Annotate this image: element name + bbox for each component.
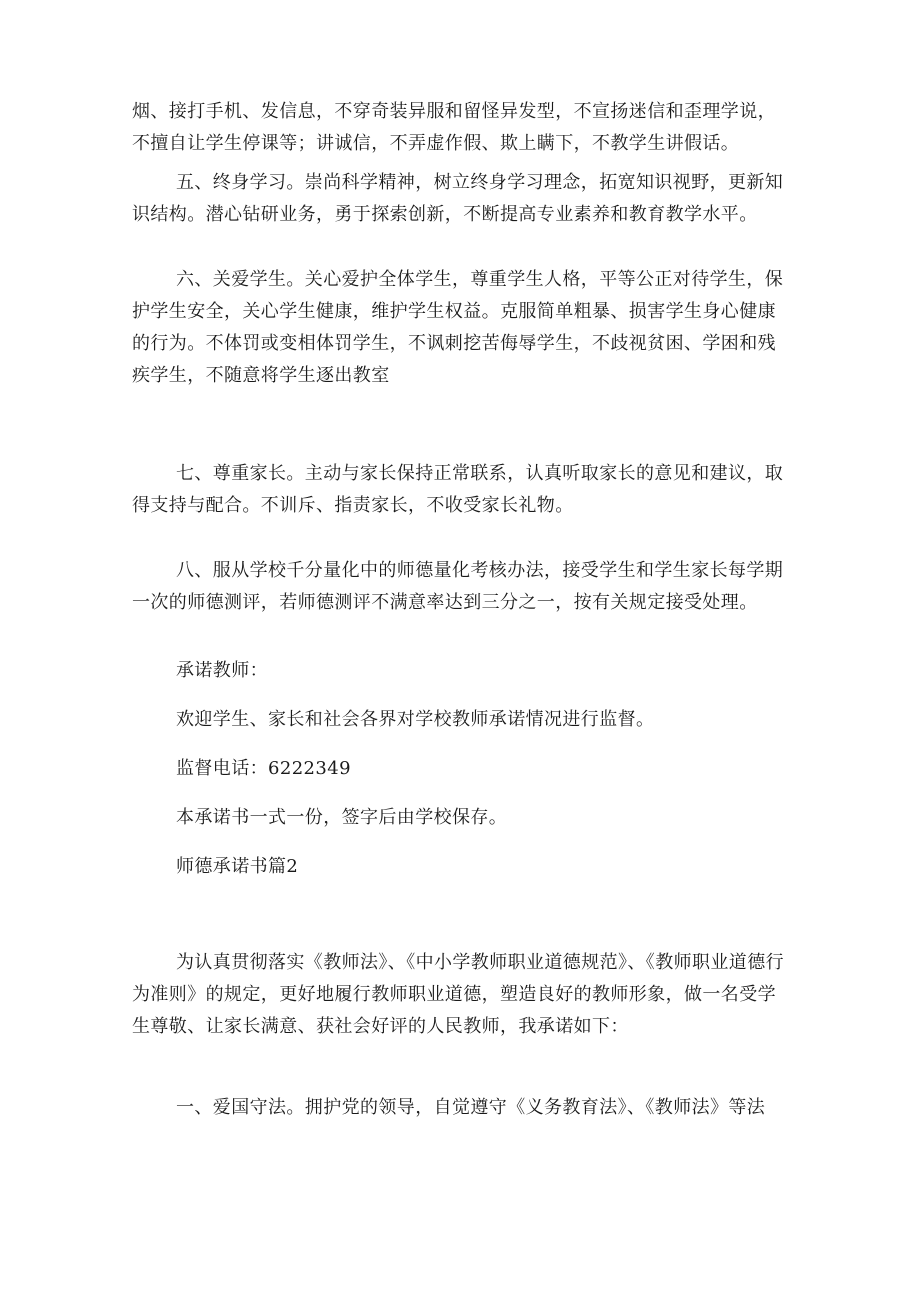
section-title: 师德承诺书篇2 [176, 856, 299, 877]
paragraph-care-for-students: 六、关爱学生。关心爱护全体学生，尊重学生人格，平等公正对待学生，保护学生安全，关心学生健康，维护学生权益。克服简单粗暴、损害学生身心健康的行为。不体罚或变相体罚学生，不讽刺挖苦侮辱学生，不歧视贫困、学困和残疾学生，不随意将学生逐出教室 [132, 269, 784, 386]
paragraph-assessment: 八、服从学校千分量化中的师德量化考核办法，接受学生和学生家长每学期一次的师德测评，若师德测评不满意率达到三分之一，按有关规定接受处理。 [132, 560, 784, 613]
supervision-phone: 监督电话：6222349 [176, 758, 351, 779]
paragraph-lifelong-learning: 五、终身学习。崇尚科学精神，树立终身学习理念，拓宽知识视野，更新知识结构。潜心钻研业务，勇于探索创新，不断提高专业素养和教育教学水平。 [132, 172, 784, 225]
paragraph-continuation: 烟、接打手机、发信息，不穿奇装异服和留怪异发型，不宣扬迷信和歪理学说，不擅自让学生停课等；讲诚信，不弄虚作假、欺上瞒下，不教学生讲假话。 [132, 101, 776, 154]
paragraph-patriotism: 一、爱国守法。拥护党的领导，自觉遵守《义务教育法》、《教师法》等法 [176, 1097, 766, 1118]
supervision-welcome: 欢迎学生、家长和社会各界对学校教师承诺情况进行监督。 [176, 709, 655, 730]
promise-teacher-label: 承诺教师： [176, 660, 268, 681]
paragraph-intro: 为认真贯彻落实《教师法》、《中小学教师职业道德规范》、《教师职业道德行为准则》的规定，更好地履行教师职业道德，塑造良好的教师形象，做一名受学生尊敬、让家长满意、获社会好评的人民教师，我承诺如下： [132, 952, 784, 1037]
paragraph-respect-parents: 七、尊重家长。主动与家长保持正常联系，认真听取家长的意见和建议，取得支持与配合。不训斥、指责家长，不收受家长礼物。 [132, 463, 784, 516]
copy-note: 本承诺书一式一份，签字后由学校保存。 [176, 807, 508, 828]
